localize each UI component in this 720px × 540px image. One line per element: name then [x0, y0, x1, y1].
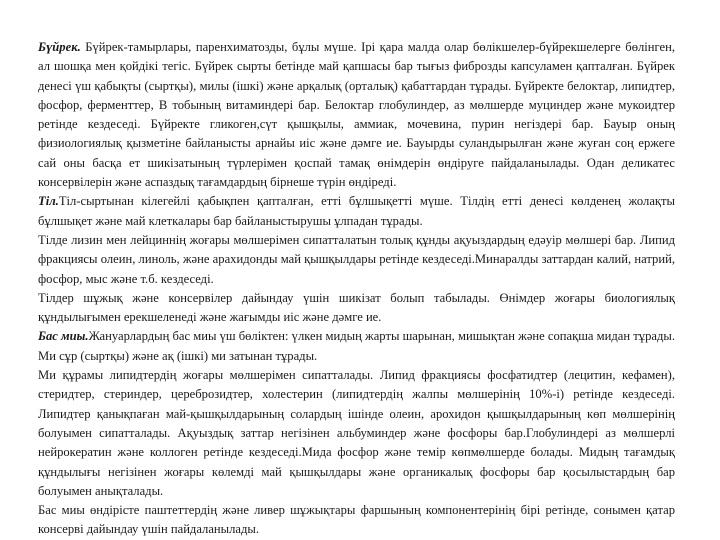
paragraph-text: Ми құрамы липидтердің жоғары мөлшерімен сипатталады. Липид фракциясы фосфатидтер (лецитин, кефамен), стеридтер, стериндер, цереброзидтер, холестерин (липидтердің жалпы мөлшерінің 10%-і) ретінде кездеседі. Липидтер қанықпаған май-қышқылдарының солардың ішінде олеин, арохидон қышқылдарының көп мөлшерінің болуымен сипатталады. Ақуыздық заттар негізінен альбуминдер және фосфоры бар.Глобулиндері аз мөлшерлі нейрокератин және коллоген ретінде кездеседі.Мида фосфор және темір көпмөлшерде болады. Мидың тағамдық құндылығы негізінен жоғары көлемді май қышқылдары және органикалық фосфоры бар қосылыстардың бар болуымен анықталады. — [38, 368, 675, 498]
paragraph-tongue — [38, 192, 675, 231]
paragraph-text: Бас миы өндірісте паштеттердің және ливер шұжықтары фаршының компонентерінің бірі ретінде, сонымен қатар консерві дайындау үшін пайдаланылады. — [38, 503, 675, 537]
paragraph-brain-usage — [38, 501, 675, 540]
document-page — [38, 38, 675, 540]
term-kidney: Бүйрек. — [38, 40, 81, 54]
term-brain: Бас миы. — [38, 329, 89, 344]
term-tongue: Тіл. — [38, 194, 59, 209]
paragraph-tongue-usage — [38, 289, 675, 328]
paragraph-tongue-composition — [38, 231, 675, 289]
paragraph-text: Тілде лизин мен лейциннің жоғары мөлшерімен сипатталатын толық құнды ақуыздардың едәуір мөлшері бар. Липид фракциясы олеин, линоль, және арахидонды май қышқылдары ретінде кездеседі.Минаралды заттардан калий, натрий, фосфор, мыс және т.б. кездеседі. — [38, 232, 675, 286]
paragraph-text: Бүйрек-тамырлары, паренхиматозды, бұлы мүше. Ірі қара малда олар бөлікшелер-бүйрекшелерге бөлінген, ал шошқа мен қойдікі тегіс. Бүйрек сырты бетінде май қапшасы бар тығыз фиброзды капсуламен қапталған. Бүйрек денесі үш қабықты (сыртқы), милы (ішкі) және арқалық (орталық) қабаттардан тұрады. Бүйректе белоктар, липидтер, фосфор, ферменттер, В тобының витаминдері бар. Белоктар глобулиндер, аз мөлшерде муциндер және мукоидтер ретінде кездеседі. Бүйректе гликоген,сүт қышқылы, аммиак, мочевина, пурин негіздері бар. Бауыр оның физиологиялық қызметіне байланысты арнайы иіс және дәмге ие. Бауырды суландырылған және жуған соң ержеге сай оны басқа ет шикізатының түрлерімен қоспай тамақ өнімдерін өндіруге пайдаланылады. Одан деликатес консервілерін және аспаздық тағамдардың бірнеше түрін өндіреді. — [38, 40, 675, 190]
paragraph-text: Тіл-сыртынан кілегейлі қабықпен қапталған, етті бұлшықетті мүше. Тілдің етті денесі көлденең жолақты бұлшықет және май клеткалары бар байланыстырушы ұлпадан тұрады. — [38, 194, 675, 228]
paragraph-text: Жануарлардың бас миы үш бөліктен: үлкен мидың жарты шарынан, мишықтан және сопақша мидан тұрады. Ми сұр (сыртқы) және ақ (ішкі) ми затынан тұрады. — [38, 329, 675, 363]
paragraph-brain — [38, 327, 675, 366]
paragraph-kidney — [38, 38, 675, 192]
paragraph-text: Тілдер шұжық және консервілер дайындау үшін шикізат болып табылады. Өнімдер жоғары биологиялық құндылығымен ерекшеленеді және жағымды иіс және дәмге ие. — [38, 290, 675, 325]
paragraph-brain-composition — [38, 366, 675, 501]
